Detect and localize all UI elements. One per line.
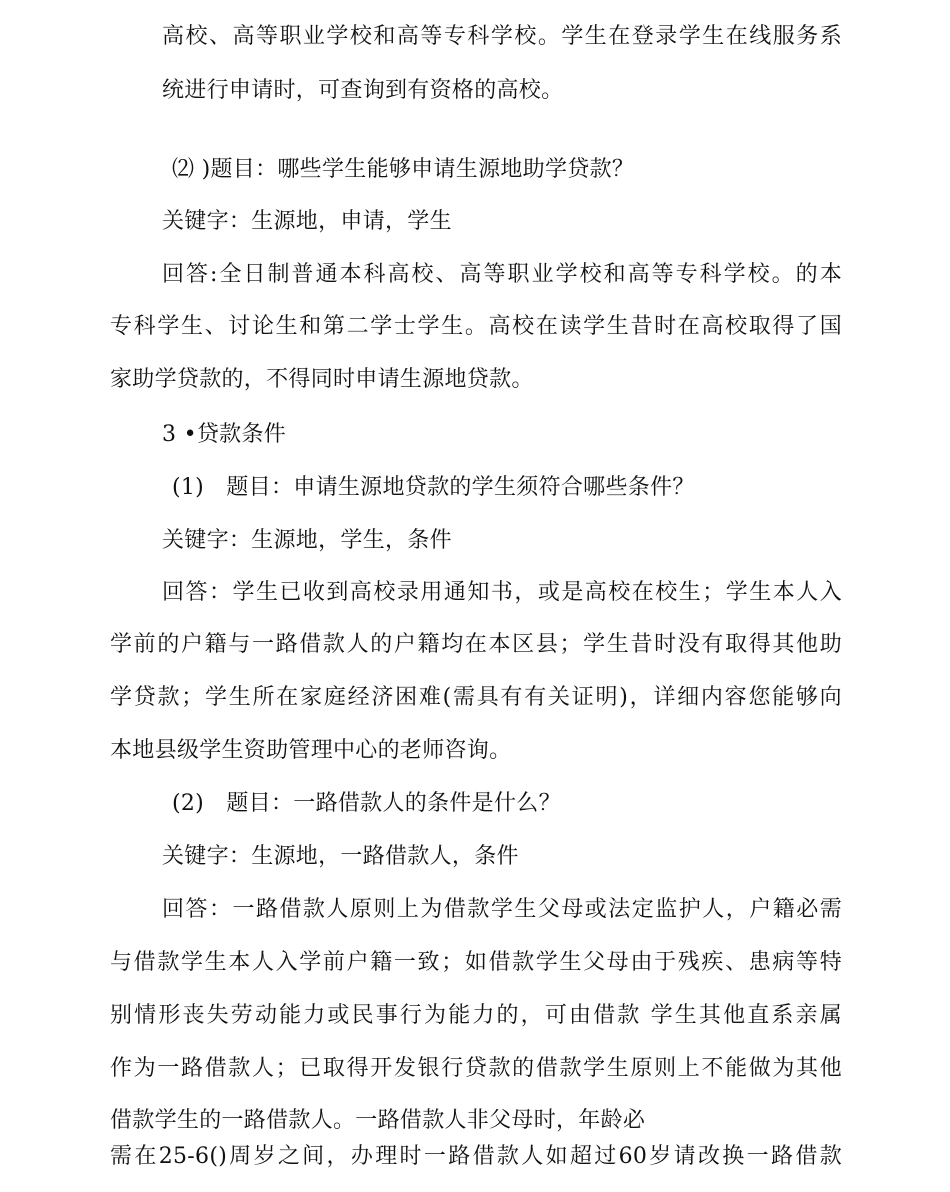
answer-line-3: 家助学贷款的，不得同时申请生源地贷款。 [110,367,534,392]
section-heading: 3 •贷款条件 [162,422,287,447]
paragraph-line-2: 统进行申请时，可查询到有资格的高校。 [162,78,564,103]
question-heading-2b: (2) 题目：一路借款人的条件是什么？ [172,791,561,816]
answer-line-6: 需在25-6()周岁之间，办理时一路借款人如超过60岁请改换一路借款 [110,1144,842,1169]
answer-line-1: 回答：一路借款人原则上为借款学生父母或法定监护人，户籍必需 [162,897,842,922]
answer-line-3: 学贷款；学生所在家庭经济困难(需具有有关证明)，详细内容您能够向 [110,685,842,710]
answer-line-1: 回答:全日制普通本科高校、高等职业学校和高等专科学校。的本 [162,262,842,287]
answer-line-4: 作为一路借款人；已取得开发银行贷款的借款学生原则上不能做为其他 [110,1056,842,1081]
answer-line-3: 别情形丧失劳动能力或民事行为能力的，可由借款 学生其他直系亲属 [110,1003,842,1028]
answer-line-2: 学前的户籍与一路借款人的户籍均在本区县；学生昔时没有取得其他助 [110,632,842,657]
question-heading-2: ⑵ )题目：哪些学生能够申请生源地助学贷款？ [172,157,635,182]
paragraph-line-1: 高校、高等职业学校和高等专科学校。学生在登录学生在线服务系 [162,24,842,49]
keywords-line: 关键字：生源地，学生，条件 [162,528,452,553]
answer-line-4: 本地县级学生资助管理中心的老师咨询。 [110,738,512,763]
answer-line-1: 回答：学生已收到高校录用通知书，或是高校在校生；学生本人入 [162,580,842,605]
answer-line-2: 与借款学生本人入学前户籍一致；如借款学生父母由于残疾、患病等特 [110,950,842,975]
answer-line-5: 借款学生的一路借款人。一路借款人非父母时，年龄必 [110,1108,646,1133]
keywords-line: 关键字：生源地，申请，学生 [162,209,452,234]
question-heading-1: (1) 题目：申请生源地贷款的学生须符合哪些条件？ [172,475,695,500]
answer-line-2: 专科学生、讨论生和第二学士学生。高校在读学生昔时在高校取得了国 [110,314,842,339]
keywords-line: 关键字：生源地，一路借款人，条件 [162,844,519,869]
